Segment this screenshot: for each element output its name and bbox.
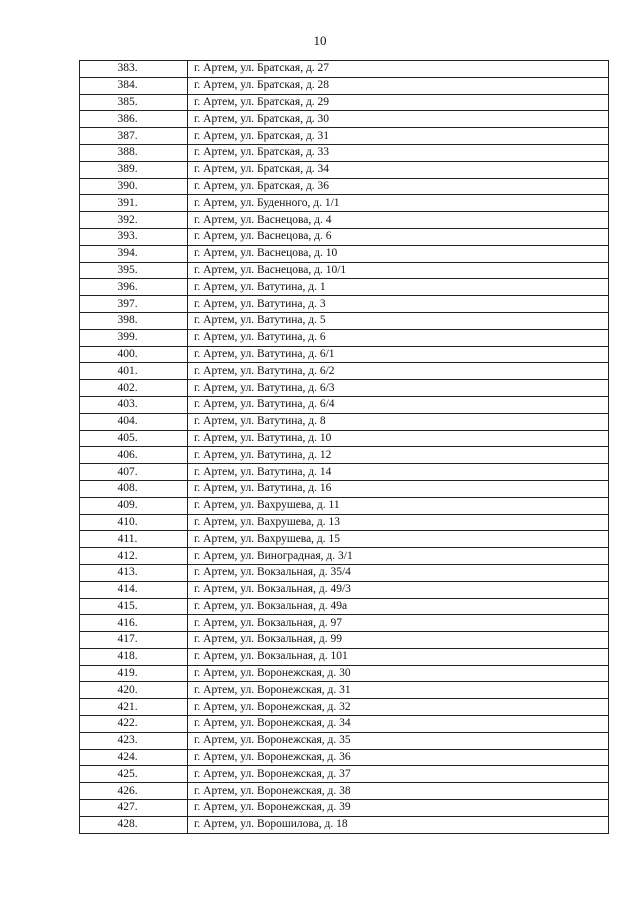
row-number: 389. xyxy=(80,161,188,178)
row-address: г. Артем, ул. Васнецова, д. 4 xyxy=(188,212,609,229)
row-address: г. Артем, ул. Ватутина, д. 14 xyxy=(188,464,609,481)
table-row xyxy=(80,682,609,699)
table-row xyxy=(80,279,609,296)
row-address: г. Артем, ул. Ватутина, д. 5 xyxy=(188,312,609,329)
row-address: г. Артем, ул. Братская, д. 28 xyxy=(188,77,609,94)
row-number: 421. xyxy=(80,699,188,716)
row-number: 385. xyxy=(80,94,188,111)
row-address: г. Артем, ул. Воронежская, д. 37 xyxy=(188,766,609,783)
row-number: 393. xyxy=(80,228,188,245)
row-address: г. Артем, ул. Вокзальная, д. 35/4 xyxy=(188,564,609,581)
table-row xyxy=(80,296,609,313)
row-number: 422. xyxy=(80,716,188,733)
table-row xyxy=(80,464,609,481)
row-address: г. Артем, ул. Братская, д. 33 xyxy=(188,144,609,161)
row-number: 408. xyxy=(80,480,188,497)
address-table xyxy=(79,60,609,834)
row-number: 384. xyxy=(80,77,188,94)
row-address: г. Артем, ул. Воронежская, д. 32 xyxy=(188,699,609,716)
table-row xyxy=(80,228,609,245)
row-number: 386. xyxy=(80,111,188,128)
table-row xyxy=(80,800,609,817)
table-row xyxy=(80,497,609,514)
page-number: 10 xyxy=(313,33,327,48)
table-row xyxy=(80,144,609,161)
table-row xyxy=(80,430,609,447)
table-row xyxy=(80,480,609,497)
row-address: г. Артем, ул. Вокзальная, д. 49а xyxy=(188,598,609,615)
row-number: 407. xyxy=(80,464,188,481)
row-number: 409. xyxy=(80,497,188,514)
table-row xyxy=(80,531,609,548)
row-address: г. Артем, ул. Ватутина, д. 16 xyxy=(188,480,609,497)
row-address: г. Артем, ул. Воронежская, д. 36 xyxy=(188,749,609,766)
row-number: 395. xyxy=(80,262,188,279)
table-row xyxy=(80,632,609,649)
row-address: г. Артем, ул. Ватутина, д. 1 xyxy=(188,279,609,296)
row-number: 394. xyxy=(80,245,188,262)
row-address: г. Артем, ул. Вокзальная, д. 101 xyxy=(188,648,609,665)
row-number: 428. xyxy=(80,816,188,833)
row-number: 424. xyxy=(80,749,188,766)
table-row xyxy=(80,77,609,94)
row-address: г. Артем, ул. Братская, д. 34 xyxy=(188,161,609,178)
row-address: г. Артем, ул. Ватутина, д. 12 xyxy=(188,447,609,464)
row-address: г. Артем, ул. Ватутина, д. 10 xyxy=(188,430,609,447)
table-row xyxy=(80,699,609,716)
address-table-body xyxy=(80,61,609,834)
row-address: г. Артем, ул. Ворошилова, д. 18 xyxy=(188,816,609,833)
row-number: 420. xyxy=(80,682,188,699)
row-number: 391. xyxy=(80,195,188,212)
row-address: г. Артем, ул. Воронежская, д. 35 xyxy=(188,732,609,749)
row-address: г. Артем, ул. Братская, д. 29 xyxy=(188,94,609,111)
row-address: г. Артем, ул. Вокзальная, д. 49/3 xyxy=(188,581,609,598)
row-number: 406. xyxy=(80,447,188,464)
table-row xyxy=(80,396,609,413)
row-address: г. Артем, ул. Ватутина, д. 8 xyxy=(188,413,609,430)
row-number: 405. xyxy=(80,430,188,447)
row-number: 402. xyxy=(80,380,188,397)
table-row xyxy=(80,615,609,632)
row-number: 418. xyxy=(80,648,188,665)
row-number: 417. xyxy=(80,632,188,649)
row-address: г. Артем, ул. Воронежская, д. 34 xyxy=(188,716,609,733)
table-row xyxy=(80,245,609,262)
table-row xyxy=(80,363,609,380)
row-address: г. Артем, ул. Вокзальная, д. 97 xyxy=(188,615,609,632)
table-row xyxy=(80,716,609,733)
row-number: 411. xyxy=(80,531,188,548)
row-number: 403. xyxy=(80,396,188,413)
row-number: 426. xyxy=(80,783,188,800)
table-row xyxy=(80,312,609,329)
table-row xyxy=(80,94,609,111)
row-address: г. Артем, ул. Буденного, д. 1/1 xyxy=(188,195,609,212)
row-address: г. Артем, ул. Ватутина, д. 6/4 xyxy=(188,396,609,413)
row-number: 423. xyxy=(80,732,188,749)
row-number: 404. xyxy=(80,413,188,430)
row-address: г. Артем, ул. Братская, д. 31 xyxy=(188,128,609,145)
row-address: г. Артем, ул. Ватутина, д. 6/2 xyxy=(188,363,609,380)
row-number: 396. xyxy=(80,279,188,296)
row-number: 412. xyxy=(80,548,188,565)
table-row xyxy=(80,598,609,615)
row-number: 398. xyxy=(80,312,188,329)
row-address: г. Артем, ул. Братская, д. 27 xyxy=(188,61,609,78)
table-row xyxy=(80,816,609,833)
row-number: 392. xyxy=(80,212,188,229)
row-number: 427. xyxy=(80,800,188,817)
table-row xyxy=(80,212,609,229)
table-row xyxy=(80,178,609,195)
table-row xyxy=(80,161,609,178)
row-address: г. Артем, ул. Воронежская, д. 39 xyxy=(188,800,609,817)
row-address: г. Артем, ул. Братская, д. 30 xyxy=(188,111,609,128)
row-address: г. Артем, ул. Воронежская, д. 38 xyxy=(188,783,609,800)
row-number: 399. xyxy=(80,329,188,346)
row-number: 383. xyxy=(80,61,188,78)
table-row xyxy=(80,111,609,128)
table-row xyxy=(80,346,609,363)
row-address: г. Артем, ул. Воронежская, д. 30 xyxy=(188,665,609,682)
row-address: г. Артем, ул. Виноградная, д. 3/1 xyxy=(188,548,609,565)
row-number: 425. xyxy=(80,766,188,783)
row-number: 410. xyxy=(80,514,188,531)
table-row xyxy=(80,61,609,78)
row-address: г. Артем, ул. Васнецова, д. 6 xyxy=(188,228,609,245)
table-row xyxy=(80,766,609,783)
row-number: 419. xyxy=(80,665,188,682)
row-number: 401. xyxy=(80,363,188,380)
row-address: г. Артем, ул. Ватутина, д. 6/1 xyxy=(188,346,609,363)
table-row xyxy=(80,195,609,212)
row-address: г. Артем, ул. Воронежская, д. 31 xyxy=(188,682,609,699)
table-row xyxy=(80,128,609,145)
table-row xyxy=(80,413,609,430)
table-row xyxy=(80,581,609,598)
row-address: г. Артем, ул. Вахрушева, д. 13 xyxy=(188,514,609,531)
table-row xyxy=(80,514,609,531)
row-address: г. Артем, ул. Васнецова, д. 10 xyxy=(188,245,609,262)
row-number: 387. xyxy=(80,128,188,145)
table-row xyxy=(80,749,609,766)
row-address: г. Артем, ул. Вахрушева, д. 15 xyxy=(188,531,609,548)
table-row xyxy=(80,783,609,800)
table-row xyxy=(80,329,609,346)
row-address: г. Артем, ул. Ватутина, д. 3 xyxy=(188,296,609,313)
table-row xyxy=(80,732,609,749)
row-number: 413. xyxy=(80,564,188,581)
row-number: 388. xyxy=(80,144,188,161)
table-row xyxy=(80,665,609,682)
row-number: 390. xyxy=(80,178,188,195)
row-number: 397. xyxy=(80,296,188,313)
row-number: 414. xyxy=(80,581,188,598)
row-number: 415. xyxy=(80,598,188,615)
table-row xyxy=(80,380,609,397)
row-number: 416. xyxy=(80,615,188,632)
row-address: г. Артем, ул. Вокзальная, д. 99 xyxy=(188,632,609,649)
table-row xyxy=(80,548,609,565)
row-address: г. Артем, ул. Ватутина, д. 6 xyxy=(188,329,609,346)
row-address: г. Артем, ул. Братская, д. 36 xyxy=(188,178,609,195)
row-address: г. Артем, ул. Вахрушева, д. 11 xyxy=(188,497,609,514)
table-row xyxy=(80,648,609,665)
table-row xyxy=(80,262,609,279)
row-number: 400. xyxy=(80,346,188,363)
table-row xyxy=(80,564,609,581)
table-row xyxy=(80,447,609,464)
row-address: г. Артем, ул. Ватутина, д. 6/3 xyxy=(188,380,609,397)
row-address: г. Артем, ул. Васнецова, д. 10/1 xyxy=(188,262,609,279)
